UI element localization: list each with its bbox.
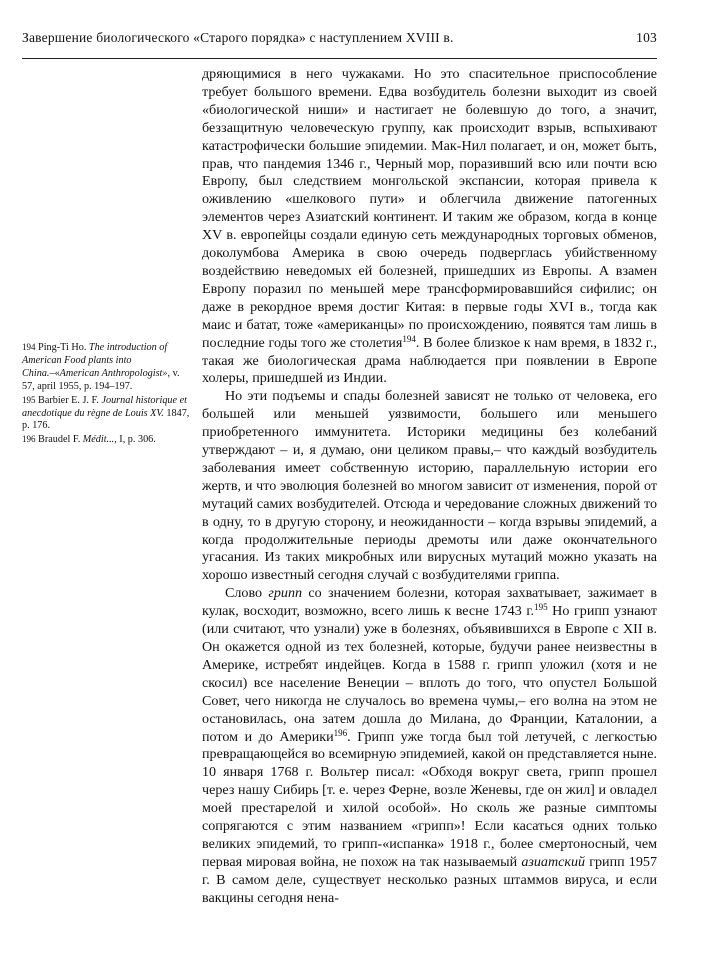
text-run: , I, p. 306.: [114, 434, 156, 446]
italic-text: грипп: [268, 585, 303, 602]
italic-text: Médit...: [82, 434, 115, 446]
footnote-number: 195: [22, 394, 36, 405]
paragraph: [202, 388, 657, 585]
italic-text: The introduction of American Food plants into China.: [22, 342, 168, 379]
footnote-ref: 196: [333, 727, 348, 738]
footnote-ref: 194: [402, 333, 416, 344]
paragraph: [202, 585, 657, 907]
main-text: [202, 66, 657, 908]
footnote-195: [22, 394, 194, 434]
running-header: [22, 30, 657, 46]
text-run: со значением болезни, которая захватывает, зажимает в кулак, восходит, возможно, всего лишь к весне 1743 г.: [202, 585, 658, 620]
text-run: Braudel F.: [35, 434, 83, 446]
text-run: Слово: [225, 585, 269, 602]
footnote-196: [22, 433, 194, 447]
footnote-ref: 195: [534, 602, 548, 613]
footnote-194: [22, 341, 194, 394]
header-rule: [22, 58, 657, 59]
running-title: Завершение биологического «Старого порядка» с наступлением XVIII в.: [22, 30, 454, 45]
italic-text: азиатский: [521, 853, 586, 870]
text-run: Barbier E. J. F.: [35, 394, 102, 406]
text-run: . Грипп уже тогда был той летучей, с легкостью превращающейся во всемирную эпидемией, какой он представляется ныне. 10 января 1768 г. Вольтер писал: «Обходя вокруг света, грипп прошел через нашу Сибирь [т. е. через Ферне, возле Женевы, где он жил] и овладел моей престарелой и хилой особой». Но сколь же разные симптомы сопрягаются с этим названием «грипп»! Если касаться одних только великих эпидемий, то грипп-«испанка» 1918 г., более смертоносный, чем первая мировая война, не похож на так называемый: [202, 728, 657, 870]
text-run: Но эти подъемы и спады болезней зависят не только от человека, его большей или меньшей уязвимости, большего или меньшего приобретенного иммунитета. Историки медицины без колебаний утверждают – и, я думаю, они целиком правы,– что каждый возбудитель заболевания имеет собственную историю, параллельную истории его жертв, и что эволюция болезней во многом зависит от изменения, порой от мутаций самих возбудителей. Отсюда и чередование сложных движений то в одну, то в другую сторону, и неожиданности – когда взрывы эпидемий, а когда продолжительные периоды дремоты или даже окончательного угасания. Из таких микробных или вирусных мутаций можно указать на хорошо известный сегодня случай с возбудителями гриппа.: [202, 388, 657, 584]
italic-text: American Anthropologist»: [59, 367, 168, 379]
text-run: грипп 1957 г. В самом деле, существует несколько разных штаммов вируса, и если вакцины сегодня нена-: [202, 853, 657, 906]
margin-notes: [22, 341, 194, 447]
text-run: Ping-Ti Ho.: [35, 342, 89, 353]
text-run: Но грипп узнают (или считают, что узнали) уже в болезнях, объявившихся в Европе с XII в. Он окажется одной из тех болезней, которые, будучи ранее неизвестны в Америке, истребят индейцев. Когда в 1588 г. грипп уложил (хотя и не скосил) все население Венеции – вплоть до того, что опустел Большой Совет, чего никогда не случалось во времена чумы,– его волна на этом не остановилась, она затем дошла до Милана, до Франции, Каталонии, а потом и до Америки: [202, 603, 657, 745]
text-run: 1847, p. 176.: [22, 407, 190, 432]
text-run: , v. 57, april 1955, p. 194–197.: [22, 367, 180, 392]
page-number: 103: [636, 30, 657, 45]
footnote-number: 196: [22, 434, 36, 445]
paragraph: [202, 66, 657, 388]
footnote-number: 194: [22, 342, 36, 352]
text-run: . В более близкое к нам время, в 1832 г., такая же биологическая драма наблюдается при появлении в Европе холеры, пришедшей из Индии.: [202, 334, 657, 387]
text-run: дряющимися в него чужаками. Но это спасительное приспособление требует большого времени. Едва возбудитель болезни выходит из своей «биологической ниши» и настигает не болевшую до того, а значит, беззащитную человеческую группу, как происходит взрыв, вспыхивают катастрофически большие эпидемии. Мак-Нил полагает, и он, может быть, прав, что пандемия 1346 г., Черный мор, поразивший всю или почти всю Европу, был следствием монгольской экспансии, которая привела к оживлению «шелкового пути» и облегчила движение патогенных элементов через Азиатский континент. И таким же образом, когда в конце XV в. европейцы создали единую сеть международных торговых обменов, доколумбова Америка в свою очередь подверглась убийственному воздействию неведомых ей болезней, пришедших из Европы. А взамен Европу поразил по меньшей мере трансформировавшийся сифилис; он даже в рекордное время достиг Китая: в первые годы XVI в., тогда как маис и батат, тоже «американцы» по происхождению, появятся там лишь в последние годы того же столетия: [202, 66, 657, 351]
italic-text: Journal historique et anecdotique du règne de Louis XV.: [22, 394, 187, 419]
text-run: –«: [49, 367, 60, 379]
